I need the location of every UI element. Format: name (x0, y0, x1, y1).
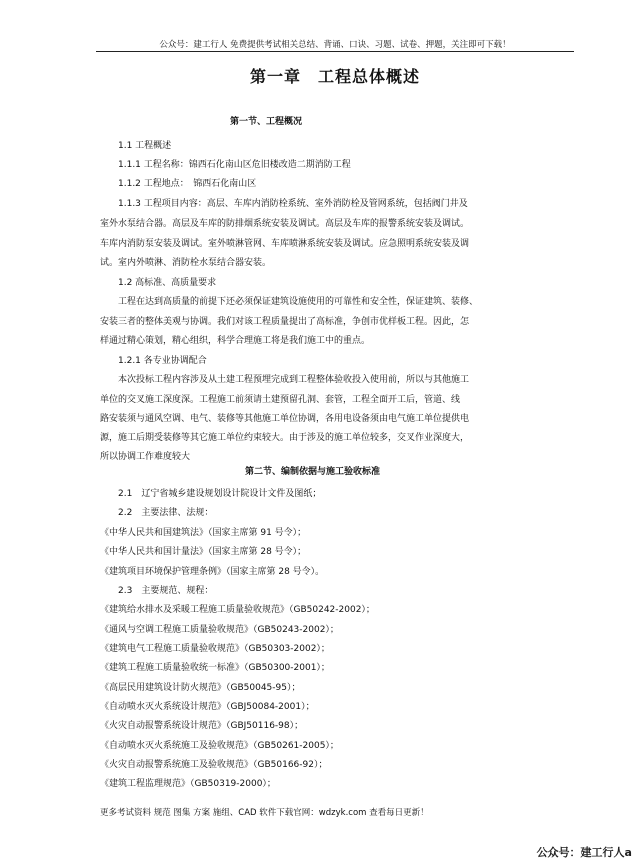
section2-heading: 第二节、编制依据与施工验收标准 (245, 467, 381, 477)
standard-item-7: 《火灾自动报警系统设计规范》（GBJ50116-98）； (100, 721, 304, 731)
standards-label: 2.3 主要规范、规程： (118, 586, 214, 596)
standard-item-1: 《建筑给水排水及采暖工程施工质量验收规范》（GB50242-2002）； (100, 605, 375, 615)
standard-item-8: 《自动喷水灭火系统施工及验收规范》（GB50261-2005）； (100, 741, 339, 751)
project-location: 1.1.2 工程地点： 锦西石化南山区 (118, 179, 257, 189)
standard-item-2: 《通风与空调工程施工质量验收规范》（GB50243-2002）； (100, 625, 339, 635)
chapter-title: 第一章 工程总体概述 (249, 67, 420, 86)
coordination-label: 1.2.1 各专业协调配合 (118, 356, 207, 366)
laws-label: 2.2 主要法律、法规： (118, 508, 214, 518)
content-line-2: 室外水泵结合器。高层及车库的防排烟系统安装及调试。高层及车库的报警系统安装及调试。 (100, 219, 470, 229)
header-divider (96, 51, 574, 52)
section1-heading: 第一节、工程概况 (230, 117, 303, 127)
design-basis: 2.1 辽宁省城乡建设规划设计院设计文件及图纸； (118, 489, 322, 499)
quality-label: 1.2 高标准、高质量要求 (118, 278, 217, 288)
standard-item-10: 《建筑工程监理规范》（GB50319-2000）； (100, 779, 276, 789)
standard-item-5: 《高层民用建筑设计防火规范》（GB50045-95）； (100, 683, 301, 693)
quality-line-3: 样通过精心策划，精心组织，科学合理施工将是我们施工中的重点。 (100, 336, 371, 346)
coordination-line-5: 所以协调工作难度较大 (100, 452, 191, 462)
overview-label: 1.1 工程概述 (118, 141, 172, 151)
footer-note: 更多考试资料 规范 图集 方案 施组、CAD 软件下载官网：wdzyk.com 查看每日更新！ (100, 808, 429, 818)
standard-item-6: 《自动喷水灭火系统设计规范》（GBJ50084-2001）； (100, 702, 315, 712)
coordination-line-4: 源，施工后期受装修等其它施工单位约束较大。由于涉及的施工单位较多，交叉作业深度大， (100, 433, 470, 443)
quality-line-1: 工程在达到高质量的前提下还必须保证建筑设施使用的可靠性和安全性，保证建筑、装修、 (118, 297, 479, 307)
coordination-line-1: 本次投标工程内容涉及从土建工程预埋完成到工程整体验收投入使用前，所以与其他施工 (118, 375, 470, 385)
watermark: 公众号：建工行人a (536, 846, 632, 859)
law-item-1: 《中华人民共和国建筑法》（国家主席第 91 号令）； (100, 528, 307, 538)
content-line-1: 1.1.3 工程项目内容：高层、车库内消防栓系统、室外消防栓及管网系统，包括阀门井及 (118, 199, 468, 209)
standard-item-4: 《建筑工程施工质量验收统一标准》（GB50300-2001）； (100, 663, 330, 673)
standard-item-3: 《建筑电气工程施工质量验收规范》（GB50303-2002）； (100, 644, 330, 654)
coordination-line-3: 路安装须与通风空调、电气、装修等其他施工单位协调，各用电设备须由电气施工单位提供电 (100, 414, 470, 424)
content-line-3: 车库内消防泵安装及调试。室外喷淋管网、车库喷淋系统安装及调试。应急照明系统安装及调 (100, 239, 470, 249)
header-note: 公众号：建工行人 免费提供考试相关总结、背诵、口诀、习题、试卷、押题，关注即可下载！ (159, 40, 511, 50)
coordination-line-2: 单位的交叉施工深度深。工程施工前须请土建预留孔洞、套管，工程全面开工后，管道、线 (100, 395, 461, 405)
law-item-2: 《中华人民共和国计量法》（国家主席第 28 号令）； (100, 547, 307, 557)
standard-item-9: 《火灾自动报警系统施工及验收规范》（GB50166-92）； (100, 760, 328, 770)
project-name: 1.1.1 工程名称：锦西石化南山区危旧楼改造二期消防工程 (118, 160, 351, 170)
content-line-4: 试。室内外喷淋、消防栓水泵结合器安装。 (100, 258, 272, 268)
quality-line-2: 安装三者的整体美观与协调。我们对该工程质量提出了高标准，争创市优样板工程。因此，怎 (100, 317, 470, 327)
law-item-3: 《建筑项目环境保护管理条例》（国家主席第 28 号令）。 (100, 567, 325, 577)
